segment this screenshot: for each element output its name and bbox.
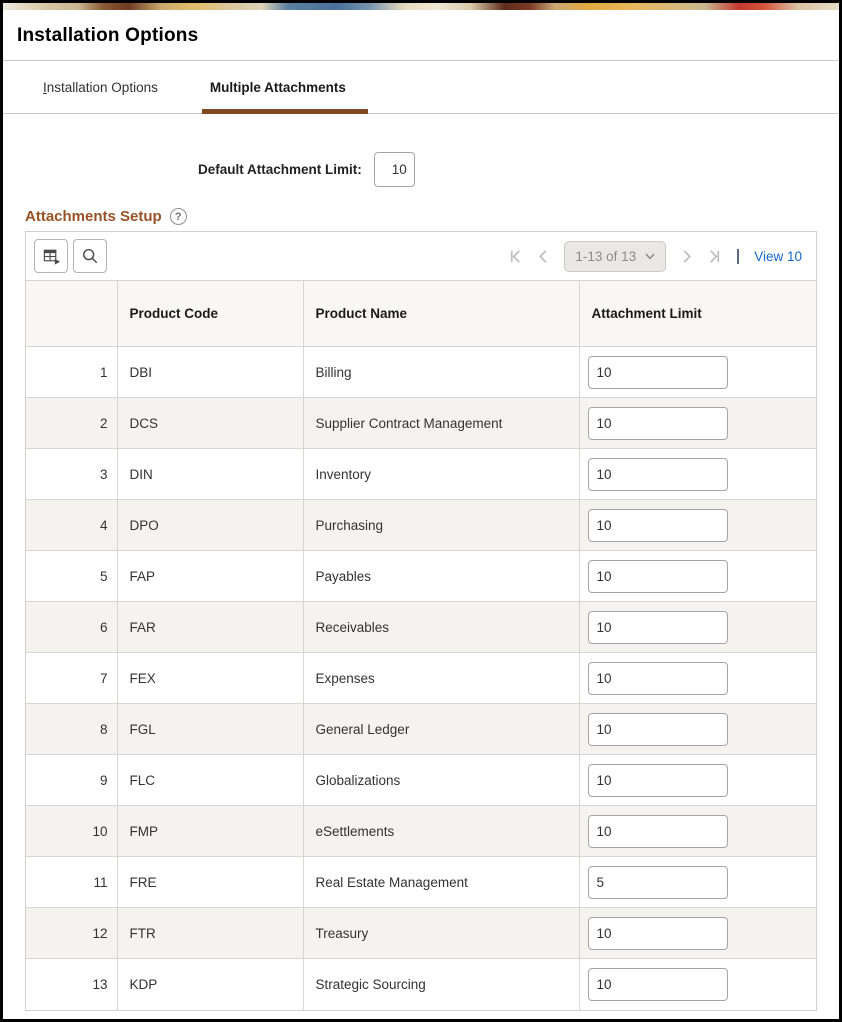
table-row [26,755,816,806]
row-number: 5 [99,568,108,584]
product-name-cell: Supplier Contract Management [303,398,579,449]
product-name-cell: Payables [303,551,579,602]
row-number: 10 [92,823,108,839]
last-page-icon[interactable] [707,249,722,264]
help-icon[interactable]: ? [170,208,187,225]
grid-body [26,347,816,1010]
grid-toolbar [26,232,816,280]
product-name-cell: Receivables [303,602,579,653]
col-header-row-number [26,281,117,347]
pagination-separator [737,249,739,264]
row-number: 7 [99,670,108,686]
table-row [26,653,816,704]
attachment-limit-input[interactable] [588,611,728,644]
row-number: 13 [92,976,108,992]
search-icon [81,247,99,265]
table-row [26,449,816,500]
product-code-cell: KDP [117,959,303,1010]
attachment-limit-input[interactable] [588,713,728,746]
product-code-cell: FAP [117,551,303,602]
grid-action-menu-icon [42,247,61,266]
product-code-cell: FTR [117,908,303,959]
grid-action-menu-button[interactable] [34,239,68,273]
attachment-limit-input[interactable] [588,917,728,950]
tab-multiple-attachments[interactable]: Multiple Attachments [208,80,348,113]
product-name-cell: Purchasing [303,500,579,551]
table-row [26,908,816,959]
product-code-cell: FGL [117,704,303,755]
product-code-cell: FRE [117,857,303,908]
product-name-cell: Strategic Sourcing [303,959,579,1010]
product-code-cell: DBI [117,347,303,398]
product-code-cell: DPO [117,500,303,551]
product-name-cell: General Ledger [303,704,579,755]
row-number: 4 [99,517,108,533]
table-row [26,806,816,857]
attachment-limit-input[interactable] [588,560,728,593]
tab-bar [3,61,839,114]
col-header-product-name: Product Name [303,281,579,347]
first-page-icon[interactable] [508,249,523,264]
row-number: 6 [99,619,108,635]
attachment-limit-input[interactable] [588,509,728,542]
page-title: Installation Options [17,25,199,46]
table-row [26,551,816,602]
row-number: 11 [93,874,108,890]
product-name-cell: Billing [303,347,579,398]
table-header-row [26,281,816,347]
attachment-limit-input[interactable] [588,764,728,797]
product-code-cell: FLC [117,755,303,806]
page-range-label: 1-13 of 13 [575,248,637,264]
page-range-dropdown[interactable] [564,241,666,272]
attachments-grid [25,231,817,1011]
product-code-cell: FMP [117,806,303,857]
decorative-banner [3,3,839,10]
product-code-cell: DIN [117,449,303,500]
product-name-cell: Globalizations [303,755,579,806]
attachment-limit-input[interactable] [588,407,728,440]
attachment-limit-input[interactable] [588,866,728,899]
table-row [26,857,816,908]
attachment-limit-input[interactable] [588,356,728,389]
product-code-cell: FAR [117,602,303,653]
default-attachment-limit-input[interactable] [374,152,415,187]
attachment-limit-input[interactable] [588,968,728,1001]
grid-pagination [508,241,802,272]
previous-page-icon[interactable] [536,249,551,264]
row-number: 2 [99,415,108,431]
table-row [26,347,816,398]
default-attachment-limit-label: Default Attachment Limit: [198,161,362,177]
row-number: 9 [99,772,108,788]
attachment-limit-input[interactable] [588,815,728,848]
table-row [26,704,816,755]
row-number: 1 [99,364,108,380]
view-all-link[interactable]: View 10 [754,248,802,264]
product-name-cell: Real Estate Management [303,857,579,908]
table-row [26,959,816,1010]
grid-title: Attachments Setup [25,208,162,225]
grid-heading [25,208,839,225]
table-row [26,602,816,653]
next-page-icon[interactable] [679,249,694,264]
product-name-cell: Treasury [303,908,579,959]
row-number: 8 [99,721,108,737]
chevron-down-icon [645,253,655,260]
col-header-product-code: Product Code [117,281,303,347]
product-name-cell: Inventory [303,449,579,500]
attachment-limit-input[interactable] [588,458,728,491]
row-number: 3 [99,466,108,482]
row-number: 12 [92,925,108,941]
table-row [26,398,816,449]
product-code-cell: FEX [117,653,303,704]
table-row [26,500,816,551]
product-code-cell: DCS [117,398,303,449]
tab-installation-options[interactable]: Installation Options [43,80,158,95]
attachments-table [26,280,816,1010]
col-header-attachment-limit: Attachment Limit [579,281,816,347]
product-name-cell: eSettlements [303,806,579,857]
attachment-limit-input[interactable] [588,662,728,695]
search-button[interactable] [73,239,107,273]
default-attachment-limit-field [198,150,839,188]
product-name-cell: Expenses [303,653,579,704]
